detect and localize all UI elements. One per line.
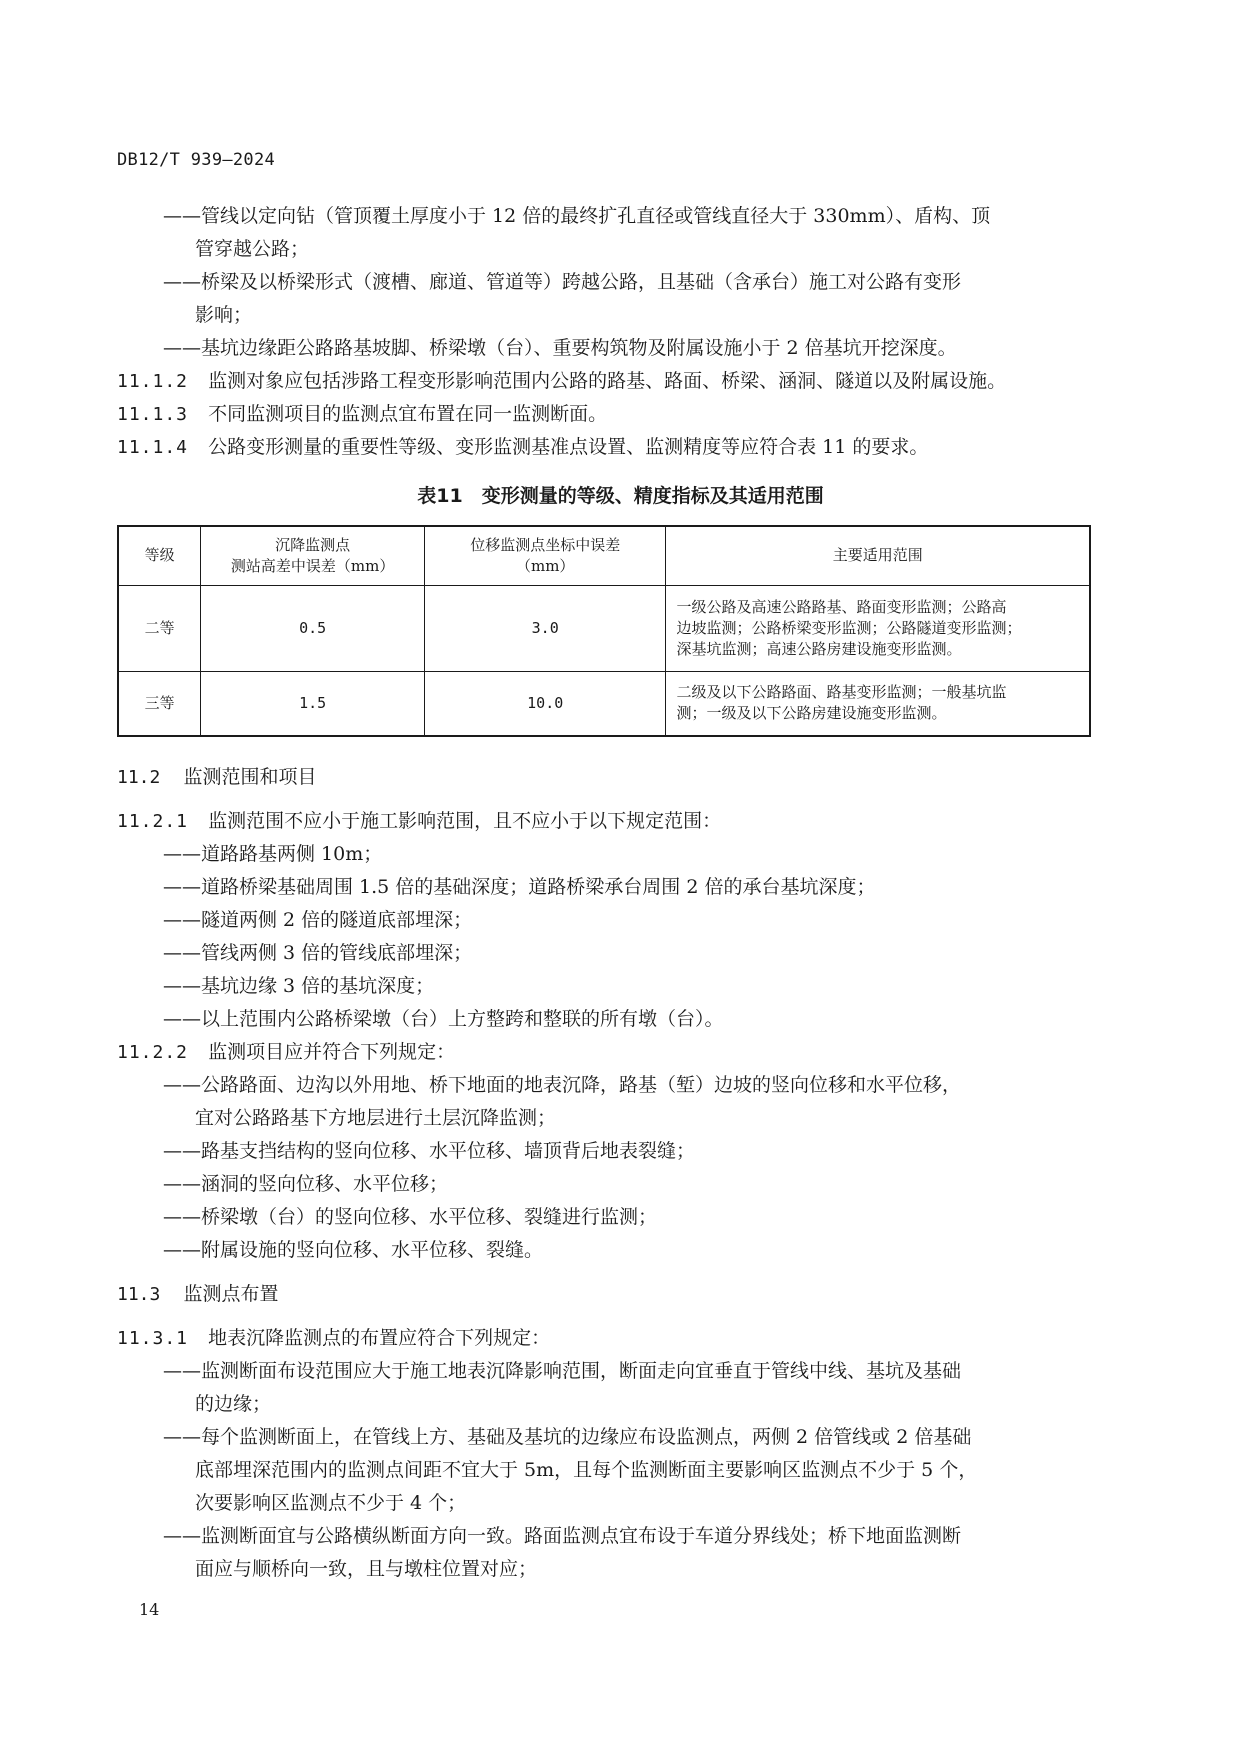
list-item: ——公路路面、边沟以外用地、桥下地面的地表沉降，路基（堑）边坡的竖向位移和水平位移， xyxy=(163,1074,962,1096)
section-heading-11-2 xyxy=(117,762,316,789)
list-item-continuation: 管穿越公路； xyxy=(195,238,310,260)
table-row xyxy=(118,585,1090,671)
cell-scope xyxy=(666,585,1090,671)
cell-scope xyxy=(666,671,1090,736)
list-item-continuation: 宜对公路路基下方地层进行土层沉降监测； xyxy=(195,1107,557,1129)
section-title: 监测点布置 xyxy=(183,1283,279,1305)
list-item: ——道路路基两侧 10m； xyxy=(163,843,383,865)
header-displacement-line2: （mm） xyxy=(515,556,575,575)
section-number: 11.3 xyxy=(117,1284,161,1305)
list-item: ——基坑边缘距公路路基坡脚、桥梁墩（台）、重要构筑物及附属设施小于 2 倍基坑开挖深度。 xyxy=(163,337,957,359)
clause-text: 地表沉降监测点的布置应符合下列规定： xyxy=(208,1327,551,1349)
header-displacement-line1: 位移监测点坐标中误差 xyxy=(470,535,621,554)
scope-line: 深基坑监测；高速公路房建设施变形监测。 xyxy=(676,639,962,658)
header-settlement xyxy=(201,526,425,585)
table-row xyxy=(118,671,1090,736)
clause-number: 11.2.2 xyxy=(117,1042,189,1063)
list-item: ——道路桥梁基础周围 1.5 倍的基础深度；道路桥梁承台周围 2 倍的承台基坑深度； xyxy=(163,876,876,898)
list-item-continuation: 的边缘； xyxy=(195,1393,272,1415)
list-item: ——每个监测断面上，在管线上方、基础及基坑的边缘应布设监测点，两侧 2 倍管线或 2 倍基础 xyxy=(163,1426,972,1448)
list-item-continuation: 底部埋深范围内的监测点间距不宜大于 5m，且每个监测断面主要影响区监测点不少于 5 个， xyxy=(195,1459,978,1481)
list-item: ——管线两侧 3 倍的管线底部埋深； xyxy=(163,942,473,964)
clause-text: 不同监测项目的监测点宜布置在同一监测断面。 xyxy=(208,403,608,425)
cell-settlement: 1.5 xyxy=(201,671,425,736)
clause-text: 监测范围不应小于施工影响范围，且不应小于以下规定范围： xyxy=(208,810,722,832)
cell-displacement: 10.0 xyxy=(424,671,666,736)
page-number: 14 xyxy=(139,1600,160,1619)
clause-11-1-3 xyxy=(117,398,607,431)
list-item: ——路基支挡结构的竖向位移、水平位移、墙顶背后地表裂缝； xyxy=(163,1140,696,1162)
precision-table xyxy=(117,525,1091,737)
header-settlement-line1: 沉降监测点 xyxy=(275,535,351,554)
section-number: 11.2 xyxy=(117,767,161,788)
clause-number: 11.2.1 xyxy=(117,811,189,832)
list-item: ——管线以定向钻（管顶覆土厚度小于 12 倍的最终扩孔直径或管线直径大于 330mm）、盾构、顶 xyxy=(163,205,991,227)
cell-grade: 三等 xyxy=(118,671,201,736)
clause-number: 11.3.1 xyxy=(117,1328,189,1349)
list-item: ——监测断面宜与公路横纵断面方向一致。路面监测点宜布设于车道分界线处；桥下地面监测断 xyxy=(163,1525,962,1547)
clause-11-2-2 xyxy=(117,1036,455,1069)
list-item: ——桥梁及以桥梁形式（渡槽、廊道、管道等）跨越公路，且基础（含承台）施工对公路有变形 xyxy=(163,271,962,293)
clause-11-3-1 xyxy=(117,1322,550,1355)
header-settlement-line2: 测站高差中误差（mm） xyxy=(230,556,395,575)
list-item: ——附属设施的竖向位移、水平位移、裂缝。 xyxy=(163,1239,544,1261)
table-caption: 表11 变形测量的等级、精度指标及其适用范围 xyxy=(417,485,824,507)
clause-text: 公路变形测量的重要性等级、变形监测基准点设置、监测精度等应符合表 11 的要求。 xyxy=(208,436,929,458)
list-item: ——涵洞的竖向位移、水平位移； xyxy=(163,1173,449,1195)
list-item: ——隧道两侧 2 倍的隧道底部埋深； xyxy=(163,909,473,931)
scope-line: 测；一级及以下公路房建设施变形监测。 xyxy=(676,704,947,723)
clause-11-1-4 xyxy=(117,431,928,464)
scope-line: 二级及以下公路路面、路基变形监测；一般基坑监 xyxy=(676,683,1007,702)
header-grade: 等级 xyxy=(118,526,201,585)
list-item: ——基坑边缘 3 倍的基坑深度； xyxy=(163,975,435,997)
cell-settlement: 0.5 xyxy=(201,585,425,671)
clause-11-1-2 xyxy=(117,365,1006,398)
clause-number: 11.1.2 xyxy=(117,371,189,392)
clause-11-2-1 xyxy=(117,805,721,838)
scope-line: 一级公路及高速公路路基、路面变形监测；公路高 xyxy=(676,597,1007,616)
clause-text: 监测对象应包括涉路工程变形影响范围内公路的路基、路面、桥梁、涵洞、隧道以及附属设施。 xyxy=(208,370,1007,392)
section-heading-11-3 xyxy=(117,1279,278,1306)
clause-number: 11.1.4 xyxy=(117,437,189,458)
scope-line: 边坡监测；公路桥梁变形监测；公路隧道变形监测； xyxy=(676,618,1022,637)
list-item-continuation: 影响； xyxy=(195,304,253,326)
document-id: DB12/T 939—2024 xyxy=(117,150,276,170)
section-title: 监测范围和项目 xyxy=(183,766,317,788)
clause-text: 监测项目应并符合下列规定： xyxy=(208,1041,456,1063)
list-item: ——桥梁墩（台）的竖向位移、水平位移、裂缝进行监测； xyxy=(163,1206,658,1228)
cell-grade: 二等 xyxy=(118,585,201,671)
table-header-row xyxy=(118,526,1090,585)
cell-displacement: 3.0 xyxy=(424,585,666,671)
clause-number: 11.1.3 xyxy=(117,404,189,425)
header-displacement xyxy=(424,526,666,585)
list-item: ——监测断面布设范围应大于施工地表沉降影响范围，断面走向宜垂直于管线中线、基坑及基础 xyxy=(163,1360,962,1382)
header-scope: 主要适用范围 xyxy=(666,526,1090,585)
list-item-continuation: 面应与顺桥向一致，且与墩柱位置对应； xyxy=(195,1558,538,1580)
list-item: ——以上范围内公路桥梁墩（台）上方整跨和整联的所有墩（台）。 xyxy=(163,1008,724,1030)
list-item-continuation: 次要影响区监测点不少于 4 个； xyxy=(195,1492,467,1514)
